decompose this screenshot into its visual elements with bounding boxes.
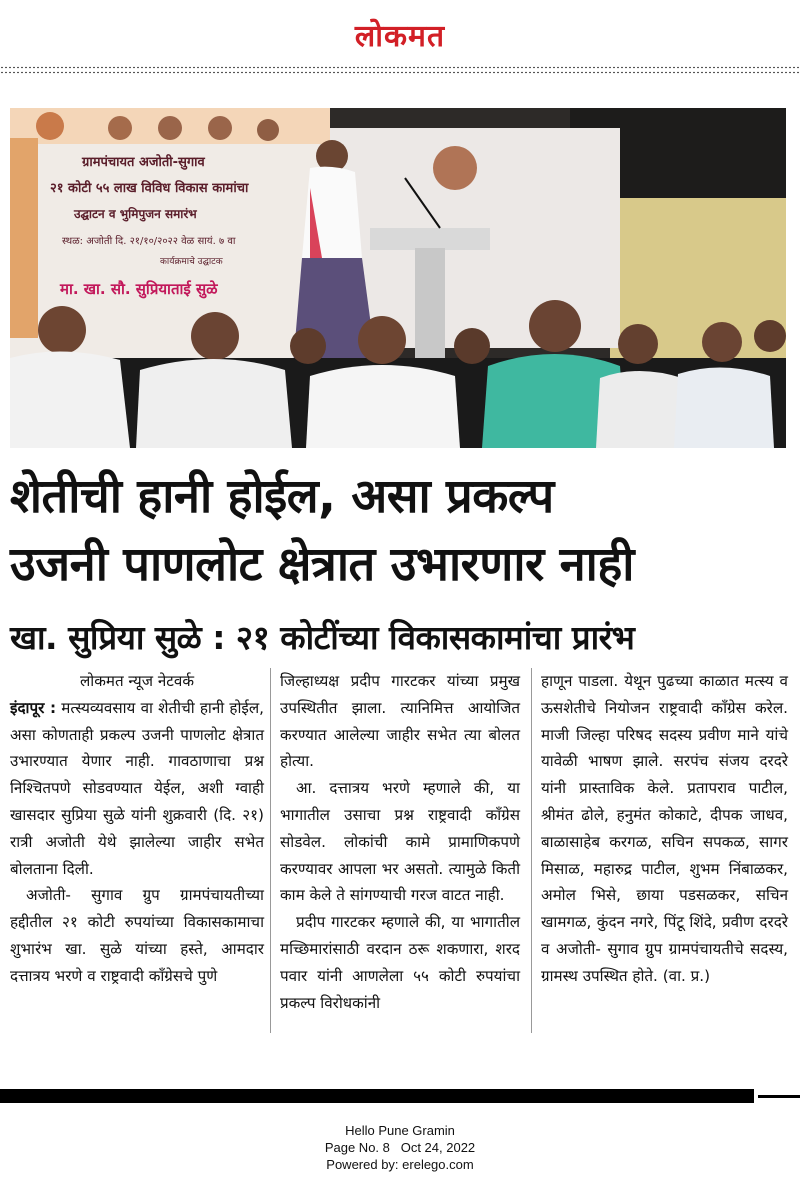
column-1-paragraph-2: अजोती- सुगाव ग्रुप ग्रामपंचायतीच्या हद्दीतील २१ कोटी रुपयांच्या विकासकामाचा शुभारंभ खा. सुळे यांच्या हस्ते, आमदार दत्तात्रय भरणे व राष्ट्रवादी काँग्रेसचे पुणे bbox=[10, 886, 264, 985]
column-3-paragraph-1: हाणून पाडला. येथून पुढच्या काळात मत्स्य व ऊसशेतीचे नियोजन राष्ट्रवादी काँग्रेस करेल. माजी जिल्हा परिषद सदस्य प्रवीण माने यांचे यावेळी भाषण झाले. सरपंच संजय दरदरे यांनी प्रास्ताविक केले. प्रतापराव पाटील, श्रीमंत ढोले, हनुमंत कोकाटे, दीपक जाधव, बाळासाहेब करगळ, सचिन सपकळ, सागर मिसाळ, महारुद्र पाटील, शुभम निंबाळकर, अमोल भिसे, छाया पडसळकर, सचिन खामगळ, कुंदन नगरे, पिंटू शिंदे, प्रवीण दरदरे व अजोती- सुगाव ग्रुप ग्रामपंचायतीचे सदस्य, ग्रामस्थ उपस्थित होते. (वा. प्र.) bbox=[541, 672, 788, 985]
footer-date: Oct 24, 2022 bbox=[400, 1140, 476, 1155]
column-1-paragraph-1-text: मत्स्यव्यवसाय वा शेतीची हानी होईल, असा कोणताही प्रकल्प उजनी पाणलोट क्षेत्रात उभारण्यात येणार नाही. गावठाणाचा प्रश्न निश्चितपणे सोडवण्यात येईल, अशी ग्वाही खासदार सुप्रिया सुळे यांनी शुक्रवारी (दि. २१) रात्री अजोती येथे झालेल्या जाहीर सभेत बोलताना दिली. bbox=[10, 698, 265, 878]
masthead-dotted-rule bbox=[0, 66, 800, 69]
lokmat-logo: लोकमत bbox=[354, 19, 446, 54]
footer-edition: Hello Pune Gramin bbox=[345, 1123, 455, 1138]
article-column-3 bbox=[541, 668, 788, 990]
column-1-paragraph-1 bbox=[10, 695, 264, 883]
page-footer bbox=[0, 1122, 800, 1173]
page-bottom-bar bbox=[0, 1089, 754, 1103]
headline-line-1: शेतीची हानी होईल, असा प्रकल्प bbox=[10, 469, 554, 524]
masthead bbox=[0, 0, 800, 72]
subheadline: खा. सुप्रिया सुळे : २१ कोटींच्या विकासकामांचा प्रारंभ bbox=[10, 618, 635, 657]
page-bottom-bar-thin bbox=[758, 1095, 800, 1098]
footer-powered-by: Powered by: erelego.com bbox=[326, 1157, 474, 1172]
column-divider-1 bbox=[270, 668, 271, 1033]
banner-line-3: उद्घाटन व भुमिपुजन समारंभ bbox=[74, 207, 197, 221]
column-2-paragraph-2: आ. दत्तात्रय भरणे म्हणाले की, या भागातील उसाचा प्रश्न राष्ट्रवादी काँग्रेस सोडवेल. लोकांची कामे प्रामाणिकपणे करण्यावर आपला भर असतो. त्यामुळे किती काम केले ते सांगण्याची गरज वाटत नाही. bbox=[280, 779, 520, 905]
banner-line-4: स्थळ: अजोती दि. २१/१०/२०२२ वेळ सायं. ७ वा bbox=[62, 236, 236, 247]
article-column-2 bbox=[280, 668, 520, 1016]
article-column-1 bbox=[10, 668, 264, 990]
dateline-place: इंदापूर : bbox=[10, 698, 57, 717]
banner-line-6: मा. खा. सौ. सुप्रियाताई सुळे bbox=[60, 280, 218, 298]
banner-line-1: ग्रामपंचायत अजोती-सुगाव bbox=[82, 155, 205, 170]
column-2-paragraph-1: जिल्हाध्यक्ष प्रदीप गारटकर यांच्या प्रमुख उपस्थितीत झाला. त्यानिमित्त आयोजित करण्यात आलेल्या जाहीर सभेत त्या बोलत होत्या. bbox=[280, 672, 520, 771]
footer-page-date bbox=[0, 1139, 800, 1156]
footer-page-number: Page No. 8 bbox=[324, 1140, 390, 1155]
byline: लोकमत न्यूज नेटवर्क bbox=[79, 672, 195, 690]
masthead-dotted-rule-lower bbox=[0, 71, 800, 74]
banner-line-2: २१ कोटी ५५ लाख विविध विकास कामांचा bbox=[50, 181, 249, 196]
column-divider-2 bbox=[531, 668, 532, 1033]
event-photo bbox=[10, 108, 786, 448]
headline-line-2: उजनी पाणलोट क्षेत्रात उभारणार नाही bbox=[10, 537, 634, 592]
column-2-paragraph-3: प्रदीप गारटकर म्हणाले की, या भागातील मच्छिमारांसाठी वरदान ठरू शकणारा, शरद पवार यांनी आणलेला ५५ कोटी रुपयांचा प्रकल्प विरोधकांनी bbox=[280, 913, 520, 1012]
banner-line-5: कार्यक्रमाचे उद्घाटक bbox=[160, 257, 223, 267]
